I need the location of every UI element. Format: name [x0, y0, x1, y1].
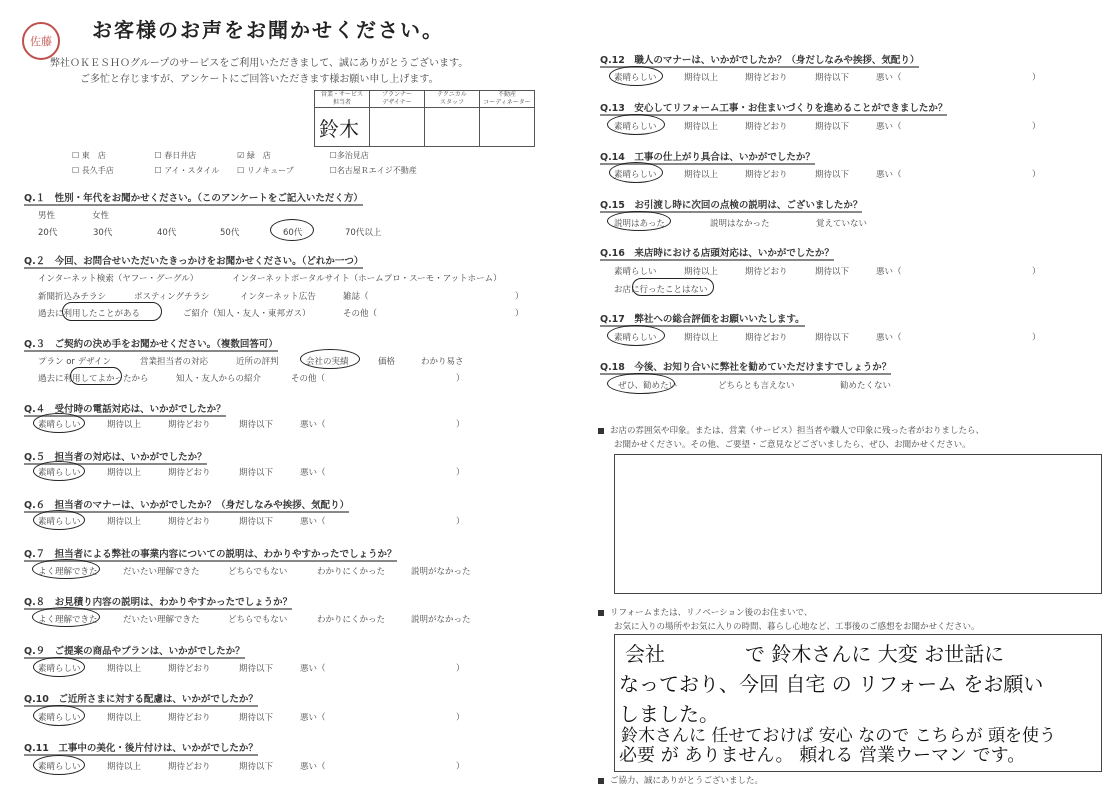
- answer-mark: [632, 278, 714, 296]
- rating-excellent[interactable]: 素晴らしい: [614, 122, 657, 132]
- rating-below[interactable]: 期待以下: [239, 762, 274, 772]
- question-q4: Q.４ 受付時の電話対応は、いかがでしたか？: [24, 404, 226, 415]
- rating-excellent[interactable]: 素晴らしい: [614, 333, 657, 343]
- comment-prompt-2: リフォームまたは、リノベーション後のお住まいで、: [598, 606, 812, 618]
- rating-expected[interactable]: 期待どおり: [745, 170, 788, 180]
- age-70s[interactable]: 70代以上: [345, 228, 382, 238]
- rating-bad[interactable]: 悪い（: [876, 267, 902, 277]
- rating-below[interactable]: 期待以下: [815, 333, 850, 343]
- store-option[interactable]: ☐ アイ・スタイル: [154, 166, 220, 175]
- rating-expected[interactable]: 期待どおり: [745, 122, 788, 132]
- rating-bracket: ）: [456, 664, 465, 674]
- answer-mark: [32, 559, 100, 579]
- staff-header-planner: プランナー デザイナー: [370, 91, 425, 108]
- intro-line-2: ご多忙と存じますが、アンケートにご回答いただきます様お願い申し上げます。: [80, 74, 439, 85]
- q2-bracket: ）: [515, 292, 524, 302]
- q3-option[interactable]: 価格: [378, 357, 396, 367]
- q2-option[interactable]: 過去に利用したことがある: [38, 309, 141, 319]
- question-q3: Q.３ ご契約の決め手をお聞かせください。（複数回答可）: [24, 339, 278, 350]
- answer-mark: [33, 413, 85, 433]
- handwritten-line: 鈴木さんに 任せておけば 安心 なので こちらが 頭を使う: [621, 726, 1057, 746]
- rating-expected[interactable]: 期待どおり: [168, 713, 211, 723]
- store-option[interactable]: ☐名古屋Ｒエイジ不動産: [329, 166, 417, 175]
- staff-cell-sales[interactable]: [315, 108, 370, 147]
- page-title: お客様のお声をお聞かせください。: [92, 18, 444, 42]
- rating-expected[interactable]: 期待どおり: [745, 73, 788, 83]
- question-q11: Q.11 工事中の美化・後片付けは、いかがでしたか？: [24, 743, 258, 754]
- comment-box-2[interactable]: [614, 634, 1102, 772]
- staff-header-sales: 営業・サービス 担当者: [315, 91, 370, 108]
- rating-above[interactable]: 期待以上: [107, 517, 142, 527]
- rating-bracket: ）: [1032, 122, 1041, 132]
- understand-option[interactable]: 説明がなかった: [411, 567, 471, 577]
- rating-bad[interactable]: 悪い（: [876, 170, 902, 180]
- bullet-square-icon: [598, 428, 604, 434]
- comment-box-1[interactable]: [614, 454, 1102, 594]
- rating-above[interactable]: 期待以上: [107, 713, 142, 723]
- question-q14: Q.14 工事の仕上がり具合は、いかがでしたか？: [600, 152, 815, 163]
- q2-option[interactable]: その他（: [343, 309, 378, 319]
- understand-option[interactable]: だいたい理解できた: [123, 567, 200, 577]
- rating-below[interactable]: 期待以下: [815, 122, 850, 132]
- intro-line-1: 弊社ＯＫＥＳＨＯグループのサービスをご利用いただきまして、誠にありがとうございます。: [50, 58, 469, 69]
- q3-option[interactable]: わかり易さ: [421, 357, 464, 367]
- question-q16: Q.16 来店時における店頭対応は、いかがでしたか？: [600, 248, 834, 259]
- question-q13: Q.13 安心してリフォーム工事・お住まいづくりを進めることができましたか？: [600, 103, 948, 114]
- rating-bracket: ）: [1032, 267, 1041, 277]
- understand-option[interactable]: わかりにくかった: [317, 567, 386, 577]
- rating-below[interactable]: 期待以下: [239, 468, 274, 478]
- understand-option[interactable]: よく理解できた: [38, 567, 98, 577]
- handwritten-line: 会社 で 鈴木さんに 大変 お世話に: [625, 642, 1005, 666]
- q15-option[interactable]: 覚えていない: [816, 219, 868, 229]
- understand-option[interactable]: 説明がなかった: [411, 615, 471, 625]
- rating-below[interactable]: 期待以下: [815, 73, 850, 83]
- rating-excellent[interactable]: 素晴らしい: [614, 267, 657, 277]
- q2-option[interactable]: ポスティングチラシ: [134, 292, 210, 302]
- rating-expected[interactable]: 期待どおり: [745, 333, 788, 343]
- rating-bracket: ）: [456, 420, 465, 430]
- staff-header-technical: テクニカル スタッフ: [425, 91, 480, 108]
- rating-bracket: ）: [456, 468, 465, 478]
- store-checklist: [72, 150, 417, 176]
- question-q2: Q.２ 今回、お問合せいただいたきっかけをお聞かせください。（どれか一つ）: [24, 256, 364, 267]
- answer-mark: [609, 162, 663, 183]
- rating-below[interactable]: 期待以下: [239, 420, 274, 430]
- understand-option[interactable]: よく理解できた: [38, 615, 98, 625]
- rating-excellent[interactable]: 素晴らしい: [38, 468, 81, 478]
- answer-mark: [300, 349, 360, 369]
- rating-bad[interactable]: 悪い（: [300, 517, 326, 527]
- q2-option[interactable]: インターネットポータルサイト（ホームプロ・スーモ・アットホーム）: [232, 274, 502, 284]
- store-option[interactable]: ☐多治見店: [329, 151, 369, 160]
- rating-bracket: ）: [1032, 170, 1041, 180]
- q2-bracket: ）: [515, 309, 524, 319]
- rating-bracket: ）: [456, 713, 465, 723]
- q2-option[interactable]: インターネット検索（ヤフー・グーグル）: [38, 274, 199, 284]
- rating-expected[interactable]: 期待どおり: [168, 517, 211, 527]
- rating-bracket: ）: [1032, 73, 1041, 83]
- staff-table: [314, 90, 535, 147]
- rating-below[interactable]: 期待以下: [239, 664, 274, 674]
- question-q5: Q.５ 担当者の対応は、いかがでしたか？: [24, 452, 207, 463]
- q3-option[interactable]: 近所の評判: [236, 357, 279, 367]
- rating-bracket: ）: [456, 762, 465, 772]
- rating-excellent[interactable]: 素晴らしい: [614, 73, 657, 83]
- q3-option[interactable]: プラン or デザイン: [38, 357, 112, 367]
- q18-option[interactable]: ぜひ、勧めたい: [618, 381, 678, 391]
- question-q9: Q.９ ご提案の商品やプランは、いかがでしたか？: [24, 646, 245, 657]
- answer-mark: [32, 607, 100, 627]
- rating-below[interactable]: 期待以下: [815, 267, 850, 277]
- rating-above[interactable]: 期待以上: [684, 73, 719, 83]
- rating-above[interactable]: 期待以上: [107, 762, 142, 772]
- rating-excellent[interactable]: 素晴らしい: [38, 420, 81, 430]
- rating-above[interactable]: 期待以上: [684, 122, 719, 132]
- q3-option[interactable]: 会社の実績: [306, 357, 349, 367]
- q2-option[interactable]: ご紹介（知人・友人・東邦ガス）: [183, 309, 311, 319]
- q18-option[interactable]: どちらとも言えない: [718, 381, 795, 391]
- rating-expected[interactable]: 期待どおり: [168, 468, 211, 478]
- understand-option[interactable]: どちらでもない: [228, 567, 288, 577]
- rating-excellent[interactable]: 素晴らしい: [614, 170, 657, 180]
- rating-below[interactable]: 期待以下: [239, 517, 274, 527]
- question-q8: Q.８ お見積り内容の説明は、わかりやすかったでしょうか？: [24, 597, 293, 608]
- rating-excellent[interactable]: 素晴らしい: [38, 517, 81, 527]
- age-40s[interactable]: 40代: [157, 228, 177, 238]
- staff-value-sales: 鈴木: [319, 116, 359, 141]
- rating-bad[interactable]: 悪い（: [876, 122, 902, 132]
- question-q18: Q.18 今後、お知り合いに弊社を勧めていただけますでしょうか？: [600, 362, 892, 373]
- question-q17: Q.17 弊社への総合評価をお願いいたします。: [600, 314, 805, 325]
- rating-bad[interactable]: 悪い（: [300, 664, 326, 674]
- handwritten-line: しました。: [619, 702, 719, 726]
- q3-option[interactable]: 知人・友人からの紹介: [176, 374, 262, 384]
- bullet-square-icon: [598, 778, 604, 784]
- rating-below[interactable]: 期待以下: [239, 713, 274, 723]
- q15-option[interactable]: 説明はなかった: [710, 219, 770, 229]
- rating-bad[interactable]: 悪い（: [300, 713, 326, 723]
- age-60s[interactable]: 60代: [283, 228, 303, 238]
- store-option[interactable]: ☑ 緑 店: [237, 151, 271, 160]
- rating-bad[interactable]: 悪い（: [876, 333, 902, 343]
- answer-mark: [33, 510, 85, 530]
- bullet-square-icon: [598, 610, 604, 616]
- q2-option[interactable]: 雑誌（: [343, 292, 369, 302]
- age-20s[interactable]: 20代: [38, 228, 58, 238]
- rating-above[interactable]: 期待以上: [107, 664, 142, 674]
- understand-option[interactable]: わかりにくかった: [317, 615, 386, 625]
- rating-bad[interactable]: 悪い（: [300, 762, 326, 772]
- q16-never-visited[interactable]: お店に行ったことはない: [614, 285, 708, 295]
- understand-option[interactable]: どちらでもない: [228, 615, 288, 625]
- store-option[interactable]: ☐ リノキューブ: [237, 166, 294, 175]
- question-q6: Q.６ 担当者のマナーは、いかがでしたか？（身だしなみや挨拶、気配り）: [24, 500, 350, 511]
- rating-above[interactable]: 期待以上: [684, 333, 719, 343]
- rating-expected[interactable]: 期待どおり: [745, 267, 788, 277]
- q2-option[interactable]: 新聞折込みチラシ: [38, 292, 107, 302]
- rating-bracket: ）: [1032, 333, 1041, 343]
- staff-header-realestate: 不動産 コーディネーター: [480, 91, 535, 108]
- answer-mark: [70, 367, 122, 385]
- rating-above[interactable]: 期待以上: [684, 170, 719, 180]
- answer-mark: [33, 705, 85, 726]
- rating-above[interactable]: 期待以上: [107, 420, 142, 430]
- rating-below[interactable]: 期待以下: [815, 170, 850, 180]
- gender-male[interactable]: 男性: [38, 211, 56, 221]
- rating-above[interactable]: 期待以上: [684, 267, 719, 277]
- rating-expected[interactable]: 期待どおり: [168, 420, 211, 430]
- q3-option[interactable]: その他（: [291, 374, 326, 384]
- rating-excellent[interactable]: 素晴らしい: [38, 762, 81, 772]
- handwritten-line: 必要 が ありません。 頼れる 営業ウーマン です。: [619, 745, 1026, 766]
- answer-mark: [607, 114, 665, 135]
- age-50s[interactable]: 50代: [220, 228, 240, 238]
- q3-option[interactable]: 営業担当者の対応: [140, 357, 209, 367]
- answer-mark: [33, 461, 85, 481]
- answer-mark: [607, 373, 678, 394]
- rating-expected[interactable]: 期待どおり: [168, 664, 211, 674]
- rating-bracket: ）: [456, 517, 465, 527]
- q2-option[interactable]: インターネット広告: [240, 292, 316, 302]
- comment-prompt-2b: お気に入りの場所やお気に入りの時間、暮らし心地など、工事後のご感想をお聞かせください。: [614, 622, 980, 632]
- comment-prompt-1b: お聞かせください。その他、ご要望・ご意見などございましたら、ぜひ、お聞かせください。: [614, 440, 971, 450]
- q15-option[interactable]: 説明はあった: [614, 219, 665, 229]
- staff-cell-realestate[interactable]: [480, 108, 535, 147]
- rating-excellent[interactable]: 素晴らしい: [38, 664, 81, 674]
- rating-excellent[interactable]: 素晴らしい: [38, 713, 81, 723]
- question-q1: Q.１ 性別・年代をお聞かせください。（このアンケートをご記入いただく方）: [24, 193, 363, 204]
- rating-bad[interactable]: 悪い（: [876, 73, 902, 83]
- q18-option[interactable]: 勧めたくない: [840, 381, 892, 391]
- question-q10: Q.10 ご近所さまに対する配慮は、いかがでしたか？: [24, 694, 258, 705]
- footer-thanks: ご協力、誠にありがとうございました。: [598, 774, 763, 786]
- q3-bracket: ）: [456, 374, 465, 384]
- answer-mark: [33, 657, 85, 677]
- rating-expected[interactable]: 期待どおり: [168, 762, 211, 772]
- comment-prompt-1: お店の雰囲気や印象。または、営業（サービス）担当者や職人で印象に残った者がおりましたら、: [598, 424, 984, 436]
- question-q12: Q.12 職人のマナーは、いかがでしたか？（身だしなみや挨拶、気配り）: [600, 55, 920, 66]
- answer-mark: [609, 66, 663, 86]
- question-q7: Q.７ 担当者による弊社の事業内容についての説明は、わかりやすかったでしょうか？: [24, 549, 397, 560]
- answer-mark: [33, 755, 85, 775]
- rating-bad[interactable]: 悪い（: [300, 420, 326, 430]
- age-30s[interactable]: 30代: [93, 228, 113, 238]
- question-q15: Q.15 お引渡し時に次回の点検の説明は、ございましたか？: [600, 200, 863, 211]
- gender-female[interactable]: 女性: [92, 211, 110, 221]
- answer-mark: [607, 211, 671, 231]
- store-option[interactable]: ☐ 長久手店: [72, 166, 114, 175]
- understand-option[interactable]: だいたい理解できた: [123, 615, 200, 625]
- seal-stamp: 佐藤: [22, 22, 60, 60]
- store-option[interactable]: ☐ 春日井店: [154, 151, 197, 160]
- staff-cell-technical[interactable]: [425, 108, 480, 147]
- q3-option[interactable]: 過去に利用してよかったから: [38, 374, 149, 384]
- answer-mark: [270, 219, 314, 241]
- answer-mark: [62, 302, 162, 321]
- answer-mark: [607, 325, 665, 346]
- store-option[interactable]: ☐ 東 店: [72, 151, 106, 160]
- rating-bad[interactable]: 悪い（: [300, 468, 326, 478]
- rating-above[interactable]: 期待以上: [107, 468, 142, 478]
- handwritten-line: なっており、今回 自宅 の リフォーム をお願い: [619, 672, 1044, 696]
- staff-cell-planner[interactable]: [370, 108, 425, 147]
